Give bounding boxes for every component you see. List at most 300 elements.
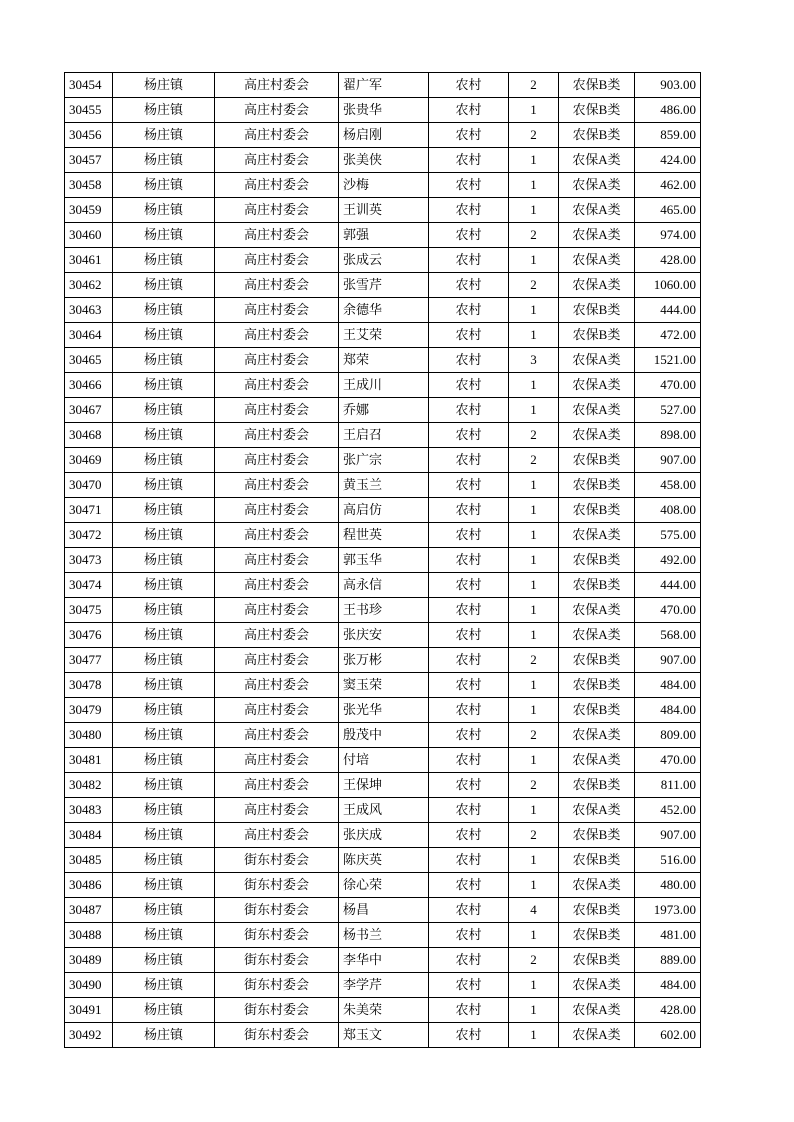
cell-household-type: 农村 (429, 173, 509, 198)
cell-amount: 408.00 (635, 498, 701, 523)
cell-person-count: 1 (509, 198, 559, 223)
cell-person-name: 朱美荣 (339, 998, 429, 1023)
cell-village-committee: 高庄村委会 (215, 348, 339, 373)
table-row (65, 923, 701, 948)
cell-person-name: 乔娜 (339, 398, 429, 423)
table-row (65, 173, 701, 198)
cell-person-name: 余德华 (339, 298, 429, 323)
cell-village-committee: 街东村委会 (215, 848, 339, 873)
cell-person-name: 付培 (339, 748, 429, 773)
cell-amount: 898.00 (635, 423, 701, 448)
table-row (65, 698, 701, 723)
cell-village-committee: 高庄村委会 (215, 823, 339, 848)
table-row (65, 573, 701, 598)
cell-person-count: 2 (509, 273, 559, 298)
cell-amount: 444.00 (635, 298, 701, 323)
cell-record-id: 30469 (65, 448, 113, 473)
cell-village-committee: 街东村委会 (215, 973, 339, 998)
table-row (65, 623, 701, 648)
cell-person-count: 3 (509, 348, 559, 373)
cell-record-id: 30492 (65, 1023, 113, 1048)
cell-household-type: 农村 (429, 473, 509, 498)
cell-person-name: 郭强 (339, 223, 429, 248)
cell-village-committee: 高庄村委会 (215, 173, 339, 198)
cell-record-id: 30486 (65, 873, 113, 898)
cell-town: 杨庄镇 (113, 673, 215, 698)
cell-insurance-category: 农保A类 (559, 398, 635, 423)
cell-person-count: 1 (509, 923, 559, 948)
table-row (65, 198, 701, 223)
cell-household-type: 农村 (429, 798, 509, 823)
cell-person-count: 2 (509, 723, 559, 748)
cell-person-count: 2 (509, 823, 559, 848)
cell-record-id: 30464 (65, 323, 113, 348)
cell-record-id: 30485 (65, 848, 113, 873)
cell-town: 杨庄镇 (113, 598, 215, 623)
cell-amount: 811.00 (635, 773, 701, 798)
cell-person-count: 2 (509, 648, 559, 673)
cell-household-type: 农村 (429, 548, 509, 573)
cell-insurance-category: 农保A类 (559, 623, 635, 648)
cell-village-committee: 高庄村委会 (215, 698, 339, 723)
table-row (65, 423, 701, 448)
cell-amount: 470.00 (635, 598, 701, 623)
cell-person-count: 1 (509, 673, 559, 698)
cell-amount: 424.00 (635, 148, 701, 173)
cell-household-type: 农村 (429, 248, 509, 273)
table-row (65, 348, 701, 373)
cell-town: 杨庄镇 (113, 398, 215, 423)
cell-person-name: 王训英 (339, 198, 429, 223)
cell-record-id: 30472 (65, 523, 113, 548)
cell-village-committee: 高庄村委会 (215, 523, 339, 548)
cell-amount: 470.00 (635, 748, 701, 773)
cell-person-count: 1 (509, 323, 559, 348)
cell-household-type: 农村 (429, 323, 509, 348)
cell-amount: 428.00 (635, 998, 701, 1023)
cell-amount: 527.00 (635, 398, 701, 423)
table-row (65, 273, 701, 298)
cell-insurance-category: 农保B类 (559, 823, 635, 848)
cell-household-type: 农村 (429, 823, 509, 848)
cell-person-name: 徐心荣 (339, 873, 429, 898)
cell-person-name: 郭玉华 (339, 548, 429, 573)
cell-insurance-category: 农保A类 (559, 248, 635, 273)
cell-amount: 492.00 (635, 548, 701, 573)
table-row (65, 223, 701, 248)
cell-household-type: 农村 (429, 773, 509, 798)
cell-record-id: 30483 (65, 798, 113, 823)
cell-town: 杨庄镇 (113, 323, 215, 348)
cell-town: 杨庄镇 (113, 573, 215, 598)
cell-insurance-category: 农保B类 (559, 573, 635, 598)
cell-record-id: 30491 (65, 998, 113, 1023)
cell-person-count: 1 (509, 173, 559, 198)
cell-insurance-category: 农保A类 (559, 873, 635, 898)
cell-household-type: 农村 (429, 223, 509, 248)
cell-record-id: 30488 (65, 923, 113, 948)
cell-town: 杨庄镇 (113, 948, 215, 973)
cell-insurance-category: 农保B类 (559, 923, 635, 948)
table-row (65, 1023, 701, 1048)
cell-record-id: 30466 (65, 373, 113, 398)
cell-town: 杨庄镇 (113, 98, 215, 123)
cell-town: 杨庄镇 (113, 273, 215, 298)
cell-amount: 974.00 (635, 223, 701, 248)
cell-amount: 486.00 (635, 98, 701, 123)
cell-household-type: 农村 (429, 598, 509, 623)
cell-amount: 444.00 (635, 573, 701, 598)
table-row (65, 323, 701, 348)
table-row (65, 98, 701, 123)
cell-person-count: 1 (509, 998, 559, 1023)
table-row (65, 798, 701, 823)
cell-person-name: 王成川 (339, 373, 429, 398)
cell-insurance-category: 农保A类 (559, 198, 635, 223)
cell-record-id: 30482 (65, 773, 113, 798)
cell-amount: 484.00 (635, 973, 701, 998)
cell-insurance-category: 农保B类 (559, 848, 635, 873)
cell-person-count: 1 (509, 148, 559, 173)
payment-table-body (65, 73, 701, 1048)
cell-village-committee: 高庄村委会 (215, 723, 339, 748)
cell-town: 杨庄镇 (113, 498, 215, 523)
cell-household-type: 农村 (429, 673, 509, 698)
cell-person-name: 郑荣 (339, 348, 429, 373)
cell-record-id: 30468 (65, 423, 113, 448)
cell-town: 杨庄镇 (113, 73, 215, 98)
cell-household-type: 农村 (429, 448, 509, 473)
cell-household-type: 农村 (429, 973, 509, 998)
cell-person-count: 1 (509, 298, 559, 323)
cell-household-type: 农村 (429, 348, 509, 373)
table-row (65, 973, 701, 998)
cell-record-id: 30489 (65, 948, 113, 973)
cell-amount: 484.00 (635, 673, 701, 698)
table-row (65, 123, 701, 148)
cell-village-committee: 高庄村委会 (215, 298, 339, 323)
cell-town: 杨庄镇 (113, 173, 215, 198)
cell-record-id: 30462 (65, 273, 113, 298)
cell-household-type: 农村 (429, 923, 509, 948)
cell-household-type: 农村 (429, 298, 509, 323)
cell-record-id: 30474 (65, 573, 113, 598)
cell-record-id: 30460 (65, 223, 113, 248)
cell-person-name: 黄玉兰 (339, 473, 429, 498)
cell-person-count: 2 (509, 423, 559, 448)
cell-town: 杨庄镇 (113, 248, 215, 273)
cell-record-id: 30471 (65, 498, 113, 523)
cell-record-id: 30476 (65, 623, 113, 648)
cell-household-type: 农村 (429, 198, 509, 223)
cell-village-committee: 高庄村委会 (215, 648, 339, 673)
cell-record-id: 30479 (65, 698, 113, 723)
cell-town: 杨庄镇 (113, 798, 215, 823)
cell-household-type: 农村 (429, 623, 509, 648)
cell-village-committee: 高庄村委会 (215, 548, 339, 573)
cell-amount: 470.00 (635, 373, 701, 398)
table-row (65, 823, 701, 848)
cell-amount: 889.00 (635, 948, 701, 973)
cell-village-committee: 街东村委会 (215, 923, 339, 948)
cell-person-count: 1 (509, 698, 559, 723)
cell-record-id: 30458 (65, 173, 113, 198)
cell-person-name: 翟广军 (339, 73, 429, 98)
cell-insurance-category: 农保B类 (559, 298, 635, 323)
cell-person-count: 1 (509, 473, 559, 498)
cell-person-count: 1 (509, 548, 559, 573)
cell-insurance-category: 农保B类 (559, 548, 635, 573)
cell-household-type: 农村 (429, 573, 509, 598)
table-row (65, 148, 701, 173)
cell-town: 杨庄镇 (113, 723, 215, 748)
cell-insurance-category: 农保A类 (559, 273, 635, 298)
cell-household-type: 农村 (429, 423, 509, 448)
cell-amount: 428.00 (635, 248, 701, 273)
cell-household-type: 农村 (429, 498, 509, 523)
cell-person-name: 高启仿 (339, 498, 429, 523)
cell-person-name: 李华中 (339, 948, 429, 973)
cell-household-type: 农村 (429, 723, 509, 748)
cell-town: 杨庄镇 (113, 648, 215, 673)
cell-insurance-category: 农保B类 (559, 898, 635, 923)
cell-person-name: 王书珍 (339, 598, 429, 623)
cell-record-id: 30455 (65, 98, 113, 123)
cell-household-type: 农村 (429, 998, 509, 1023)
cell-household-type: 农村 (429, 373, 509, 398)
table-row (65, 498, 701, 523)
table-row (65, 873, 701, 898)
cell-record-id: 30481 (65, 748, 113, 773)
cell-amount: 1973.00 (635, 898, 701, 923)
cell-amount: 903.00 (635, 73, 701, 98)
cell-town: 杨庄镇 (113, 1023, 215, 1048)
cell-person-count: 2 (509, 223, 559, 248)
table-row (65, 448, 701, 473)
cell-person-count: 1 (509, 98, 559, 123)
cell-person-count: 1 (509, 798, 559, 823)
cell-person-count: 1 (509, 973, 559, 998)
cell-household-type: 农村 (429, 648, 509, 673)
cell-person-name: 王保坤 (339, 773, 429, 798)
cell-village-committee: 高庄村委会 (215, 623, 339, 648)
cell-amount: 462.00 (635, 173, 701, 198)
cell-insurance-category: 农保A类 (559, 598, 635, 623)
cell-insurance-category: 农保B类 (559, 648, 635, 673)
cell-record-id: 30470 (65, 473, 113, 498)
table-row (65, 773, 701, 798)
cell-record-id: 30477 (65, 648, 113, 673)
cell-town: 杨庄镇 (113, 823, 215, 848)
cell-village-committee: 高庄村委会 (215, 773, 339, 798)
cell-village-committee: 高庄村委会 (215, 748, 339, 773)
cell-insurance-category: 农保B类 (559, 948, 635, 973)
cell-household-type: 农村 (429, 698, 509, 723)
cell-village-committee: 高庄村委会 (215, 673, 339, 698)
cell-town: 杨庄镇 (113, 348, 215, 373)
cell-amount: 481.00 (635, 923, 701, 948)
cell-person-name: 李学芹 (339, 973, 429, 998)
cell-record-id: 30457 (65, 148, 113, 173)
cell-town: 杨庄镇 (113, 148, 215, 173)
cell-person-count: 1 (509, 248, 559, 273)
cell-person-count: 1 (509, 498, 559, 523)
cell-village-committee: 街东村委会 (215, 873, 339, 898)
cell-household-type: 农村 (429, 273, 509, 298)
table-row (65, 723, 701, 748)
cell-record-id: 30475 (65, 598, 113, 623)
cell-record-id: 30454 (65, 73, 113, 98)
cell-record-id: 30456 (65, 123, 113, 148)
cell-insurance-category: 农保B类 (559, 673, 635, 698)
cell-record-id: 30478 (65, 673, 113, 698)
cell-village-committee: 高庄村委会 (215, 473, 339, 498)
table-row (65, 648, 701, 673)
cell-household-type: 农村 (429, 898, 509, 923)
cell-person-count: 1 (509, 373, 559, 398)
cell-town: 杨庄镇 (113, 923, 215, 948)
cell-town: 杨庄镇 (113, 473, 215, 498)
cell-town: 杨庄镇 (113, 448, 215, 473)
cell-amount: 516.00 (635, 848, 701, 873)
cell-record-id: 30467 (65, 398, 113, 423)
cell-record-id: 30461 (65, 248, 113, 273)
cell-insurance-category: 农保B类 (559, 448, 635, 473)
cell-village-committee: 高庄村委会 (215, 73, 339, 98)
cell-person-count: 2 (509, 123, 559, 148)
cell-household-type: 农村 (429, 148, 509, 173)
cell-town: 杨庄镇 (113, 373, 215, 398)
cell-amount: 458.00 (635, 473, 701, 498)
table-row (65, 748, 701, 773)
cell-insurance-category: 农保B类 (559, 473, 635, 498)
table-row (65, 548, 701, 573)
cell-amount: 907.00 (635, 448, 701, 473)
table-row (65, 373, 701, 398)
cell-insurance-category: 农保B类 (559, 773, 635, 798)
cell-town: 杨庄镇 (113, 773, 215, 798)
cell-person-name: 杨书兰 (339, 923, 429, 948)
cell-household-type: 农村 (429, 1023, 509, 1048)
cell-person-count: 2 (509, 448, 559, 473)
cell-village-committee: 街东村委会 (215, 948, 339, 973)
cell-town: 杨庄镇 (113, 623, 215, 648)
cell-person-name: 张雪芹 (339, 273, 429, 298)
cell-town: 杨庄镇 (113, 223, 215, 248)
cell-person-count: 2 (509, 73, 559, 98)
cell-insurance-category: 农保A类 (559, 973, 635, 998)
cell-record-id: 30487 (65, 898, 113, 923)
cell-village-committee: 高庄村委会 (215, 373, 339, 398)
table-row (65, 523, 701, 548)
cell-person-name: 郑玉文 (339, 1023, 429, 1048)
cell-household-type: 农村 (429, 948, 509, 973)
cell-town: 杨庄镇 (113, 198, 215, 223)
cell-town: 杨庄镇 (113, 848, 215, 873)
cell-person-name: 张成云 (339, 248, 429, 273)
cell-village-committee: 高庄村委会 (215, 398, 339, 423)
cell-insurance-category: 农保A类 (559, 348, 635, 373)
cell-insurance-category: 农保A类 (559, 148, 635, 173)
payment-table (64, 72, 701, 1048)
cell-person-name: 张庆安 (339, 623, 429, 648)
cell-amount: 452.00 (635, 798, 701, 823)
cell-village-committee: 高庄村委会 (215, 498, 339, 523)
cell-record-id: 30473 (65, 548, 113, 573)
cell-village-committee: 街东村委会 (215, 1023, 339, 1048)
table-row (65, 473, 701, 498)
cell-record-id: 30480 (65, 723, 113, 748)
cell-insurance-category: 农保A类 (559, 798, 635, 823)
cell-person-count: 1 (509, 598, 559, 623)
cell-town: 杨庄镇 (113, 698, 215, 723)
cell-amount: 907.00 (635, 648, 701, 673)
cell-town: 杨庄镇 (113, 898, 215, 923)
cell-household-type: 农村 (429, 873, 509, 898)
cell-town: 杨庄镇 (113, 748, 215, 773)
cell-village-committee: 高庄村委会 (215, 273, 339, 298)
cell-village-committee: 高庄村委会 (215, 573, 339, 598)
cell-person-count: 2 (509, 948, 559, 973)
cell-amount: 1060.00 (635, 273, 701, 298)
cell-household-type: 农村 (429, 748, 509, 773)
table-row (65, 398, 701, 423)
cell-amount: 568.00 (635, 623, 701, 648)
cell-town: 杨庄镇 (113, 298, 215, 323)
cell-town: 杨庄镇 (113, 123, 215, 148)
cell-household-type: 农村 (429, 123, 509, 148)
table-row (65, 848, 701, 873)
cell-village-committee: 街东村委会 (215, 998, 339, 1023)
table-row (65, 898, 701, 923)
cell-village-committee: 街东村委会 (215, 898, 339, 923)
cell-village-committee: 高庄村委会 (215, 123, 339, 148)
cell-person-count: 2 (509, 773, 559, 798)
table-row (65, 248, 701, 273)
cell-village-committee: 高庄村委会 (215, 198, 339, 223)
cell-household-type: 农村 (429, 523, 509, 548)
cell-person-count: 1 (509, 523, 559, 548)
cell-person-name: 程世英 (339, 523, 429, 548)
cell-amount: 809.00 (635, 723, 701, 748)
cell-household-type: 农村 (429, 848, 509, 873)
cell-insurance-category: 农保A类 (559, 748, 635, 773)
cell-person-name: 窦玉荣 (339, 673, 429, 698)
cell-person-name: 王成风 (339, 798, 429, 823)
cell-insurance-category: 农保A类 (559, 998, 635, 1023)
cell-person-name: 殷茂中 (339, 723, 429, 748)
cell-record-id: 30459 (65, 198, 113, 223)
cell-village-committee: 高庄村委会 (215, 98, 339, 123)
cell-record-id: 30490 (65, 973, 113, 998)
cell-insurance-category: 农保A类 (559, 723, 635, 748)
cell-insurance-category: 农保B类 (559, 498, 635, 523)
cell-person-name: 张贵华 (339, 98, 429, 123)
cell-insurance-category: 农保A类 (559, 523, 635, 548)
table-row (65, 948, 701, 973)
cell-amount: 907.00 (635, 823, 701, 848)
cell-record-id: 30484 (65, 823, 113, 848)
cell-insurance-category: 农保A类 (559, 223, 635, 248)
cell-amount: 472.00 (635, 323, 701, 348)
cell-person-count: 1 (509, 848, 559, 873)
cell-person-count: 1 (509, 398, 559, 423)
table-row (65, 298, 701, 323)
cell-amount: 480.00 (635, 873, 701, 898)
cell-person-name: 张广宗 (339, 448, 429, 473)
table-row (65, 73, 701, 98)
cell-village-committee: 高庄村委会 (215, 148, 339, 173)
